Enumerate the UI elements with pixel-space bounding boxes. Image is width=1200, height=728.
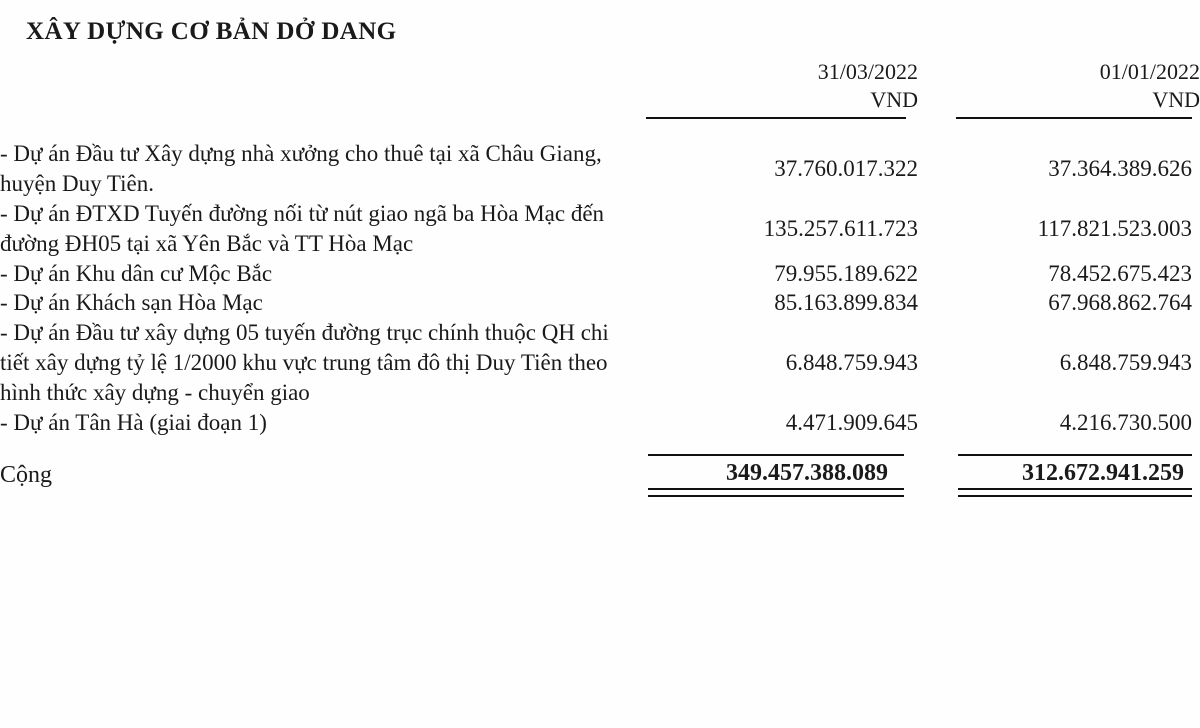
header-date-previous: 01/01/2022 bbox=[1099, 59, 1200, 84]
header-date-current: 31/03/2022 bbox=[817, 59, 918, 84]
header-rule-previous bbox=[956, 117, 1192, 119]
total-top-spacer-row bbox=[0, 438, 1200, 454]
total-row bbox=[0, 454, 1200, 497]
row-gap bbox=[918, 288, 944, 318]
row-value-current: 135.257.611.723 bbox=[763, 215, 918, 241]
total-value-current: 349.457.388.089 bbox=[726, 459, 888, 486]
total-label: Cộng bbox=[0, 461, 53, 488]
total-value-previous: 312.672.941.259 bbox=[1022, 459, 1184, 486]
header-rule-spacer bbox=[0, 113, 636, 123]
row-value-current: 37.760.017.322 bbox=[774, 155, 918, 181]
total-gap bbox=[918, 454, 944, 497]
row-value-current: 85.163.899.834 bbox=[774, 290, 918, 316]
row-value-previous: 6.848.759.943 bbox=[1059, 350, 1192, 376]
table-row bbox=[0, 318, 1200, 408]
row-gap bbox=[918, 408, 944, 438]
row-description: - Dự án Đầu tư Xây dựng nhà xưởng cho thuê tại xã Châu Giang, huyện Duy Tiên. bbox=[0, 141, 602, 196]
page-title: XÂY DỰNG CƠ BẢN DỞ DANG bbox=[26, 18, 397, 45]
total-previous-cell bbox=[944, 454, 1200, 497]
table-row bbox=[0, 199, 1200, 259]
table-row bbox=[0, 408, 1200, 438]
row-description: - Dự án ĐTXD Tuyến đường nối từ nút giao ngã ba Hòa Mạc đến đường ĐH05 tại xã Yên Bắc và TT Hòa Mạc bbox=[0, 200, 605, 256]
row-value-previous: 117.821.523.003 bbox=[1037, 215, 1192, 241]
table-body bbox=[0, 139, 1200, 497]
header-column-previous bbox=[944, 58, 1200, 113]
header-column-current bbox=[636, 58, 918, 113]
header-currency-previous: VND bbox=[1152, 86, 1200, 112]
header-rule-current bbox=[646, 117, 906, 119]
header-rule-previous-cell bbox=[944, 113, 1200, 123]
table-header bbox=[0, 58, 1200, 139]
row-gap bbox=[918, 139, 944, 199]
row-value-current: 6.848.759.943 bbox=[785, 350, 918, 376]
row-value-current: 79.955.189.622 bbox=[774, 260, 918, 286]
row-description: - Dự án Khu dân cư Mộc Bắc bbox=[0, 260, 273, 286]
row-description: - Dự án Tân Hà (giai đoạn 1) bbox=[0, 410, 267, 436]
header-currency-current: VND bbox=[870, 86, 918, 112]
row-description: - Dự án Đầu tư xây dựng 05 tuyến đường trục chính thuộc QH chi tiết xây dựng tỷ lệ 1/2000 khu vực trung tâm đô thị Duy Tiên theo hình thức xây dựng - chuyển giao bbox=[0, 320, 609, 406]
header-bottom-spacer-row bbox=[0, 123, 1200, 139]
row-value-previous: 67.968.862.764 bbox=[1048, 290, 1192, 316]
row-value-current: 4.471.909.645 bbox=[785, 409, 918, 435]
header-rule-gap bbox=[918, 113, 944, 123]
header-row bbox=[0, 58, 1200, 113]
header-rule-row bbox=[0, 113, 1200, 123]
header-description-cell bbox=[0, 58, 636, 113]
row-gap bbox=[918, 318, 944, 408]
construction-in-progress-table bbox=[0, 58, 1200, 497]
header-gap-cell bbox=[918, 58, 944, 113]
total-current-box bbox=[648, 454, 904, 497]
total-current-cell bbox=[636, 454, 918, 497]
row-value-previous: 37.364.389.626 bbox=[1048, 155, 1192, 181]
table-row bbox=[0, 259, 1200, 289]
row-gap bbox=[918, 199, 944, 259]
row-value-previous: 78.452.675.423 bbox=[1048, 260, 1192, 286]
row-value-previous: 4.216.730.500 bbox=[1059, 409, 1192, 435]
table-row bbox=[0, 139, 1200, 199]
header-rule-current-cell bbox=[636, 113, 918, 123]
total-previous-box bbox=[958, 454, 1192, 497]
table-row bbox=[0, 288, 1200, 318]
row-gap bbox=[918, 259, 944, 289]
row-description: - Dự án Khách sạn Hòa Mạc bbox=[0, 290, 263, 316]
